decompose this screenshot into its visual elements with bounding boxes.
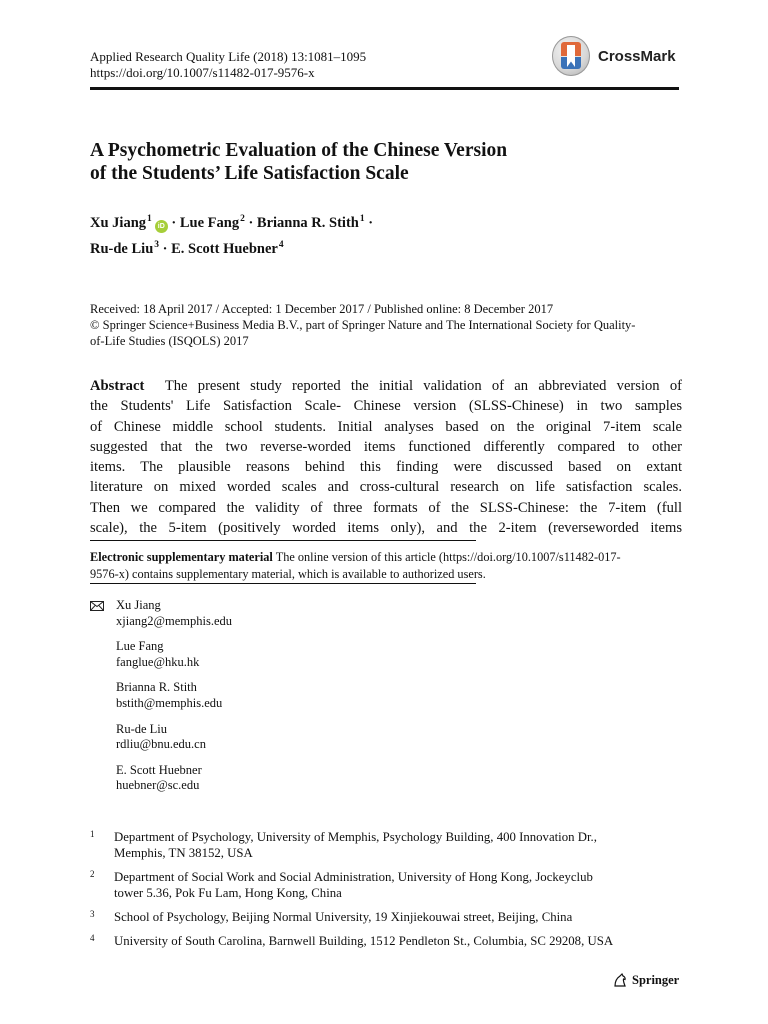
affiliation-number: 2 bbox=[90, 869, 95, 879]
author-name: E. Scott Huebner bbox=[171, 241, 278, 257]
affiliation-item bbox=[90, 933, 690, 949]
contact-name: Xu Jiang bbox=[116, 598, 161, 612]
contact-email[interactable]: bstith@memphis.edu bbox=[116, 695, 223, 710]
contact-email[interactable]: huebner@sc.edu bbox=[116, 778, 200, 793]
affiliation-number: 4 bbox=[90, 933, 95, 943]
affiliation-list bbox=[90, 829, 690, 957]
footnote-rule bbox=[90, 583, 476, 584]
abstract-line: Then we compared the validity of three formats of the SLSS-Chinese: the 7-item (full bbox=[90, 499, 682, 516]
contact-item bbox=[116, 722, 232, 753]
affiliation-item bbox=[90, 869, 690, 901]
contact-item bbox=[116, 680, 232, 711]
paper-title bbox=[90, 139, 690, 185]
crossmark-button[interactable] bbox=[552, 34, 676, 78]
contact-name: Brianna R. Stith bbox=[116, 680, 197, 695]
author-affiliation-mark: 1 bbox=[147, 214, 152, 224]
contact-name: Ru-de Liu bbox=[116, 721, 168, 736]
affiliation-item bbox=[90, 909, 690, 925]
contact-item bbox=[116, 639, 232, 670]
supplementary-note bbox=[90, 549, 684, 583]
affiliation-text: School of Psychology, Beijing Normal University, 19 Xinjiekouwai street, Beijing, China bbox=[114, 910, 573, 924]
title-line-2: of the Students’ Life Satisfaction Scale bbox=[90, 163, 409, 184]
title-line-1: A Psychometric Evaluation of the Chinese Version bbox=[90, 140, 508, 161]
abstract-text: The present study reported the initial validation of an abbreviated version of bbox=[164, 378, 683, 394]
author-affiliation-mark: 3 bbox=[154, 240, 160, 250]
abstract-line: items. The plausible reasons behind this finding were discussed based on extant bbox=[90, 459, 682, 476]
orcid-icon[interactable]: iD bbox=[155, 220, 168, 233]
abstract-line: scale), the 5-item (positively worded items only), and the 2-item (reverseworded items bbox=[90, 520, 682, 537]
supplementary-text-cont: ) contains supplementary material, which is available to authorized users. bbox=[124, 567, 486, 581]
affiliation-text: Department of Social Work and Social Administration, University of Hong Kong, Jockeyclub bbox=[114, 870, 593, 884]
publisher-name: Springer bbox=[632, 972, 680, 987]
crossmark-icon bbox=[552, 36, 590, 76]
author-affiliation-mark: 4 bbox=[278, 240, 284, 250]
author-name: Lue Fang bbox=[179, 215, 240, 231]
journal-citation bbox=[90, 49, 366, 81]
doi-link[interactable]: https://doi.org/10.1007/s11482-017-9576-x bbox=[90, 65, 315, 80]
affiliation-number: 1 bbox=[90, 829, 95, 839]
author-name: Brianna R. Stith bbox=[256, 215, 359, 231]
contact-email[interactable]: fanglue@hku.hk bbox=[116, 654, 200, 669]
affiliation-number: 3 bbox=[90, 909, 95, 919]
author-affiliation-mark: 2 bbox=[240, 214, 245, 224]
abstract bbox=[90, 376, 682, 538]
supplementary-heading: Electronic supplementary material bbox=[90, 550, 273, 564]
header-rule bbox=[90, 87, 679, 90]
contact-item bbox=[116, 598, 232, 629]
author-name: Xu Jiang bbox=[90, 215, 147, 231]
publication-dates bbox=[90, 301, 690, 349]
supplementary-link-cont[interactable]: 9576-x bbox=[90, 567, 125, 581]
abstract-line bbox=[90, 376, 682, 396]
author-name: Ru-de Liu bbox=[90, 241, 154, 257]
publisher-logo bbox=[612, 972, 679, 988]
contact-item bbox=[116, 763, 232, 794]
contact-email[interactable]: xjiang2@memphis.edu bbox=[116, 613, 233, 628]
abstract-line: literature on mixed worded scales and cross-cultural research on life satisfaction scales. bbox=[90, 479, 682, 496]
affiliation-item bbox=[90, 829, 690, 861]
contact-email[interactable]: rdliu@bnu.edu.cn bbox=[116, 737, 206, 752]
footnote-rule bbox=[90, 540, 476, 541]
contact-name: Lue Fang bbox=[116, 639, 164, 654]
supplementary-link[interactable]: https://doi.org/10.1007/s11482-017- bbox=[443, 550, 621, 564]
crossmark-label: CrossMark bbox=[598, 47, 676, 65]
contact-list bbox=[116, 598, 232, 804]
abstract-heading: Abstract bbox=[90, 378, 145, 394]
copyright-line-1: © Springer Science+Business Media B.V., part of Springer Nature and The International Society for Quality- bbox=[90, 318, 636, 332]
affiliation-text-cont: Memphis, TN 38152, USA bbox=[114, 846, 253, 860]
affiliation-text: Department of Psychology, University of Memphis, Psychology Building, 400 Innovation Dr., bbox=[114, 830, 597, 844]
affiliation-text-cont: tower 5.36, Pok Fu Lam, Hong Kong, China bbox=[114, 886, 342, 900]
history-dates: Received: 18 April 2017 / Accepted: 1 December 2017 / Published online: 8 December 2017 bbox=[90, 302, 554, 316]
affiliation-text: University of South Carolina, Barnwell Building, 1512 Pendleton St., Columbia, SC 29208, USA bbox=[114, 934, 614, 948]
abstract-line: suggested that the two reverse-worded items functioned differently compared to other bbox=[90, 438, 682, 455]
contact-name: E. Scott Huebner bbox=[116, 762, 202, 777]
abstract-line: of Chinese middle school students. Initial analyses based on the original 7-item scale bbox=[90, 418, 682, 435]
envelope-icon bbox=[90, 601, 104, 611]
abstract-line: the Students' Life Satisfaction Scale- Chinese version (SLSS-Chinese) in two samples bbox=[90, 398, 682, 415]
author-list: Xu Jiang$^1$iD · Lue Fang$^2$ · Brianna R. Stith$^1$ · Ru-de Liu$^3$ · E. Scott Huebner$^4$ bbox=[90, 214, 374, 257]
supplementary-text: The online version of this article ( bbox=[275, 550, 444, 564]
copyright-line-2: of-Life Studies (ISQOLS) 2017 bbox=[90, 334, 249, 348]
author-affiliation-mark: 1 bbox=[359, 214, 365, 224]
journal-reference: Applied Research Quality Life (2018) 13:1081–1095 bbox=[90, 49, 367, 64]
springer-horse-icon bbox=[612, 972, 628, 988]
